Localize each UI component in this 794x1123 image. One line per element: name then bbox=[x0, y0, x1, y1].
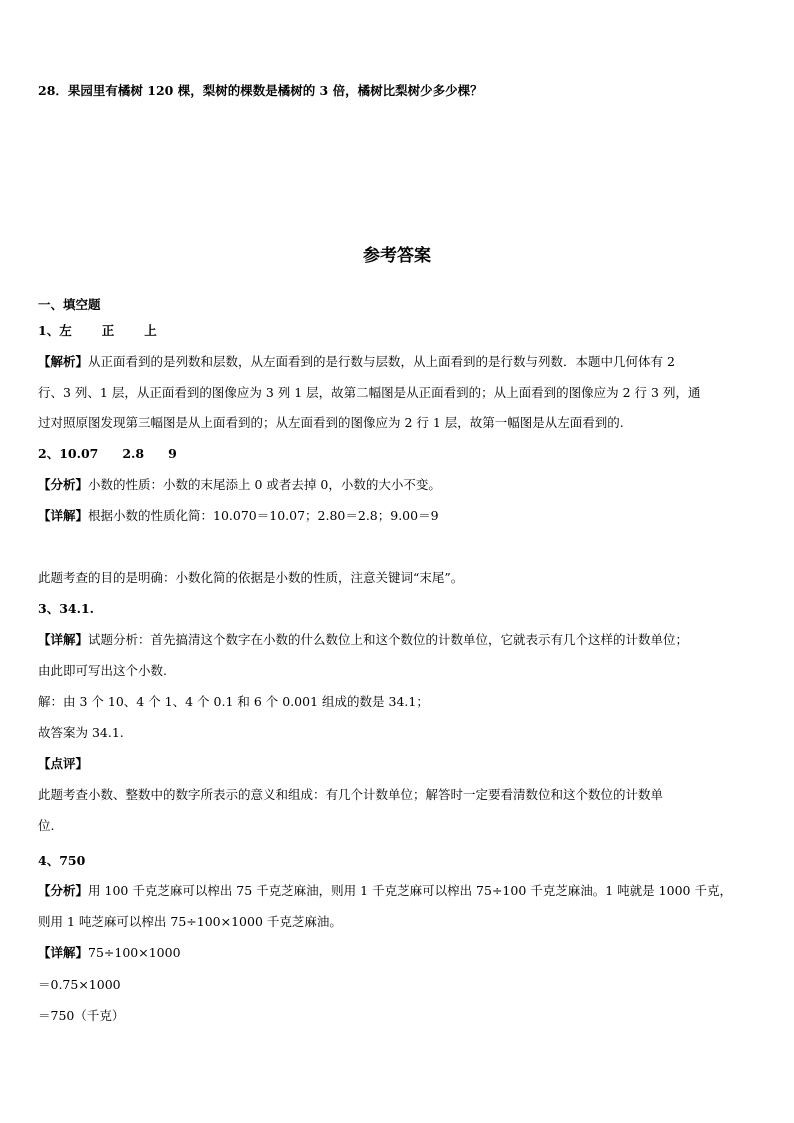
answer-2-label: 2、10.07 bbox=[38, 446, 99, 461]
fenxi-tag: 【分析】 bbox=[38, 477, 89, 492]
answer-3-dianping-line-2: 位. bbox=[38, 818, 55, 833]
answer-2-value-3: 9 bbox=[168, 446, 177, 461]
answer-3-dianping-line-1: 此题考查小数、整数中的数字所表示的意义和组成：有几个计数单位；解答时一定要看清数位和这个数位的计数单 bbox=[38, 787, 664, 802]
question-28: 28．果园里有橘树 120 棵，梨树的棵数是橘树的 3 倍，橘树比梨树少多少棵？ bbox=[38, 83, 483, 98]
answer-1 bbox=[38, 322, 758, 340]
xiangjie-text: 根据小数的性质化简：10.070＝10.07；2.80＝2.8；9.00＝9 bbox=[88, 508, 439, 523]
answer-3-answer: 故答案为 34.1. bbox=[38, 725, 124, 740]
xiangjie-text: 75÷100×1000 bbox=[88, 945, 181, 960]
answer-1-label: 1、左 bbox=[38, 323, 72, 338]
answer-3-xiangjie-line-2: 由此即可写出这个小数. bbox=[38, 663, 167, 678]
fenxi-text: 用 100 千克芝麻可以榨出 75 千克芝麻油，则用 1 千克芝麻可以榨出 75÷100 千克芝麻油。1 吨就是 1000 千克， bbox=[88, 883, 732, 898]
fenxi-text: 小数的性质：小数的末尾添上 0 或者去掉 0，小数的大小不变。 bbox=[88, 477, 441, 492]
answer-1-value-3: 上 bbox=[144, 323, 157, 338]
answer-2-xiangjie bbox=[38, 507, 758, 525]
answer-1-analysis-line-3: 过对照原图发现第三幅图是从上面看到的；从左面看到的图像应为 2 行 1 层，故第一幅图是从左面看到的. bbox=[38, 415, 624, 430]
answer-4-step-2: ＝750（千克） bbox=[38, 1008, 125, 1023]
page-title: 参考答案 bbox=[363, 246, 431, 266]
answer-2-note: 此题考查的目的是明确：小数化简的依据是小数的性质，注意关键词“末尾”。 bbox=[38, 570, 464, 585]
answer-4-fenxi-line-1 bbox=[38, 882, 758, 900]
xiangjie-text: 试题分析：首先搞清这个数字在小数的什么数位上和这个数位的计数单位，它就表示有几个这样的计数单位； bbox=[88, 632, 689, 647]
xiangjie-tag: 【详解】 bbox=[38, 945, 89, 960]
fenxi-tag: 【分析】 bbox=[38, 883, 89, 898]
answer-4-step-1: ＝0.75×1000 bbox=[38, 977, 121, 992]
answer-2-value-2: 2.8 bbox=[122, 446, 145, 461]
section-heading: 一、填空题 bbox=[38, 297, 101, 312]
answer-3-dianping-tag: 【点评】 bbox=[38, 756, 89, 771]
xiangjie-tag: 【详解】 bbox=[38, 508, 89, 523]
answer-1-value-2: 正 bbox=[101, 323, 115, 338]
answer-4-label: 4、750 bbox=[38, 853, 86, 868]
answer-1-analysis-line-1 bbox=[38, 353, 758, 371]
answer-3-solve: 解：由 3 个 10、4 个 1、4 个 0.1 和 6 个 0.001 组成的数是 34.1； bbox=[38, 694, 429, 709]
answer-3-label: 3、34.1. bbox=[38, 601, 94, 616]
xiangjie-tag: 【详解】 bbox=[38, 632, 89, 647]
answer-2-fenxi bbox=[38, 476, 758, 494]
answer-4-fenxi-line-2: 则用 1 吨芝麻可以榨出 75÷100×1000 千克芝麻油。 bbox=[38, 914, 342, 929]
answer-2 bbox=[38, 445, 758, 463]
answer-1-analysis-line-2: 行、3 列、1 层，从正面看到的图像应为 3 列 1 层，故第二幅图是从正面看到的；从上面看到的图像应为 2 行 3 列，通 bbox=[38, 385, 701, 400]
analysis-tag: 【解析】 bbox=[38, 354, 89, 369]
answer-3-xiangjie-line-1 bbox=[38, 631, 758, 649]
answer-4-xiangjie bbox=[38, 944, 758, 962]
analysis-text: 从正面看到的是列数和层数，从左面看到的是行数与层数，从上面看到的是行数与列数．本题中几何体有 2 bbox=[88, 354, 675, 369]
